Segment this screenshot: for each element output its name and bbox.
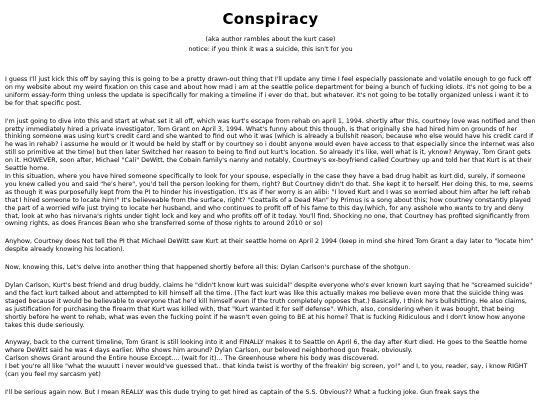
paragraph-anyhow: Anyhow, Courtney does Not tell the PI that Michael DeWitt saw Kurt at their seattle home on April 2 1994 (keep in mind she hired Tom Grant a day later to "locate him" despite already knowing his location). xyxy=(5,238,534,254)
paragraph-timeline: Anyway, back to the current timeline, Tom Grant is still looking into it and FINALLY makes it to Seattle on April 6, the day after Kurt died. He goes to the Seattle home where DeWitt said he was 4 days earlier. Who shows him around? Dylan Carlson, our beloved neighborhood gun freak, obviously. Carlson shows Grant around the Entire house Except.... (wait for it)... The Greenhouse where his body was discovered. I bet you're all like "what the wuuutt i never would've guessed that.. that kinda twist is worthy of the freakin' big screen, yo!" and I, to you, reader, say, i know RIGHT (can you feel my sarcasm yet) xyxy=(5,339,528,379)
paragraph-dylan: Dylan Carlson, Kurt's best friend and drug buddy, claims he "didn't know kurt was suicidal" despite everyone who's ever known kurt saying that he "screamed suicide" and the fact kurt talked about and attempted to kill himself all the time. (The fact kurt was like this actually makes me believe even more that the suicide thing was staged because it would be believable to everyone that he'd kill himself even if the truth completely opposes that.) Basically, I think he's bullshitting. He also claims, as justification for purchasing the firearm that Kurt was killed with, that "Kurt wanted it for self defense". Which, also, considering when it was bought, that being shortly before he went to rehab, what was even the fucking point if he wasn't even going to BE at his home? That is fucking Ridiculous and I don't know how anyone takes this dude seriously. xyxy=(5,282,533,329)
paragraph-serious: I'll be serious again now. But I mean REALLY was this dude trying to get hired as captain of the S.S. Obvious?? What a fucking joke. Gun freak says the xyxy=(5,389,480,396)
paragraph-escape: I'm just going to dive into this and start at what set it all off, which was kurt's escape from rehab on april 1, 1994. shortly after this, courtney love was notified and then pretty immediately hired a private investigator, Tom Grant on April 3, 1994. What's funny about this though, is that originally she had hired him on grounds of her thinking someone was using kurt's credit card and she wanted to find out who it was (which is already a bullshit reason, because who else would have his credit card if he was in rehab? i assume he would or it would be held by staff or by courtney so i doubt anyone would even have access to that especially since the internet was also still so primitive at the time) but then later Switched her reason to being to find out kurt's location. So already it's like, well what is it, yknow? Anyway, Tom Grant gets on it. HOWEVER, soon after, Michael "Cali" DeWitt, the Cobain family's nanny and notably, Courtney's ex-boyfriend called Courtney up and told her that Kurt is at their Seattle home. xyxy=(5,117,536,173)
paragraph-intro: I guess I'll just kick this off by saying this is going to be a pretty drawn-out thing that I'll update any time I feel especially passionate and volatile enough to go fuck off on my website about my weird fixation on this case and about how mad i am at the seattle police department for being a bunch of fucking idiots. it's not going to be a uniform essay-form thing unless the update is specifically for making a timeline if i ever do that, but whatever. it's not going to be totally organized unless i want it to be for that specific post. xyxy=(5,76,532,107)
page-title: Conspiracy xyxy=(222,10,319,28)
paragraph-shotgun-intro: Now, knowing this, Let's delve into another thing that happened shortly before all this: Dylan Carlson's purchase of the shotgun. xyxy=(5,264,411,272)
page-subtitle: (aka author rambles about the kurt case) xyxy=(205,36,336,43)
notice-text: notice: if you think it was a suicide, this isn't for you xyxy=(188,46,353,53)
paragraph-situation: In this situation, where you have hired someone specifically to look for your spouse, especially in the case they have a bad drug habit as kurt did, surely, if someone you knew called you and said "he's here", you'd tell the person looking for them, right? But Courtney didn't do that. She kept it to herself. Her doing this, to me, seems as though it was purposefully kept from the PI to hinder his investigation. It's as if her worry is an alibi: "I loved Kurt and I was so worried about him after he left rehab that I hired someone to locate him!" It's believeable from the surface, right? "Coattails of a Dead Man" by Primus is a song about this; how courtney constantly played the part of a worried wife just trying to locate her husband, and who continues to profit off of his fame to this day.(which, for any asshole who wants to try and deny that, look at who has nirvana's rights under tight lock and key and who profits off of it today. You'll find, Shocking no one, that Courtney has profited significantly from owning rights, as does Frances Bean who she transferred some of those rights to around 2010 or so) xyxy=(5,172,533,228)
